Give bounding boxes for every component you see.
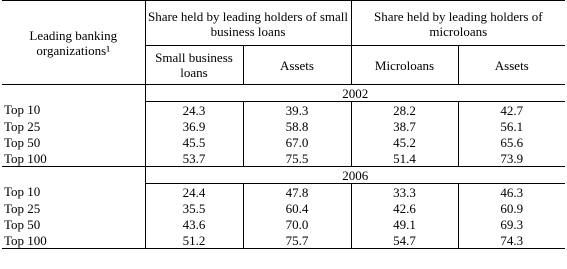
table-body — [2, 85, 565, 249]
share-table — [2, 0, 565, 249]
cell-microloans: 28.2 — [351, 102, 458, 119]
row-label: Top 25 — [2, 118, 145, 134]
cell-sbl-assets: 39.3 — [243, 102, 351, 119]
cell-sbl-assets: 47.8 — [243, 184, 351, 201]
small-business-loans-group-header: Share held by leading holders of small business loans — [145, 1, 351, 46]
table-row — [2, 134, 565, 150]
year-row-2006 — [2, 167, 565, 184]
cell-sbl-assets: 60.4 — [243, 200, 351, 216]
cell-sbl-assets: 75.5 — [243, 150, 351, 167]
year-row-2002 — [2, 85, 565, 102]
cell-micro-assets: 73.9 — [458, 150, 565, 167]
row-label: Top 10 — [2, 102, 145, 119]
cell-microloans: 33.3 — [351, 184, 458, 201]
microloans-group-header: Share held by leading holders of microloans — [351, 1, 565, 46]
cell-microloans: 49.1 — [351, 216, 458, 232]
row-label: Top 100 — [2, 232, 145, 249]
cell-sbl-assets: 58.8 — [243, 118, 351, 134]
table-header — [2, 1, 565, 85]
cell-small-business-loans: 24.3 — [182, 102, 206, 118]
cell-microloans: 54.7 — [351, 232, 458, 249]
row-label: Top 50 — [2, 134, 145, 150]
row-label: Top 100 — [2, 150, 145, 167]
table-row — [2, 102, 565, 119]
table-row — [2, 184, 565, 201]
table-row — [2, 200, 565, 216]
cell-small-business-loans: 45.5 — [182, 134, 206, 150]
year-label: 2002 — [145, 85, 565, 102]
cell-small-business-loans: 35.5 — [182, 200, 206, 216]
year-label: 2006 — [145, 167, 565, 184]
cell-micro-assets: 56.1 — [458, 118, 565, 134]
cell-small-business-loans: 53.7 — [182, 150, 206, 166]
cell-sbl-assets: 67.0 — [243, 134, 351, 150]
cell-micro-assets: 42.7 — [458, 102, 565, 119]
year-row-spacer — [2, 167, 145, 184]
cell-sbl-assets: 75.7 — [243, 232, 351, 249]
cell-small-business-loans: 36.9 — [182, 118, 206, 134]
sbl-assets-subheader: Assets — [243, 46, 351, 85]
cell-micro-assets: 46.3 — [458, 184, 565, 201]
cell-microloans: 51.4 — [351, 150, 458, 167]
cell-small-business-loans: 43.6 — [182, 216, 206, 232]
table-row — [2, 150, 565, 167]
row-label: Top 10 — [2, 184, 145, 201]
cell-microloans: 38.7 — [351, 118, 458, 134]
cell-microloans: 45.2 — [351, 134, 458, 150]
leading-banking-organizations-header: Leading banking organizations¹ — [2, 1, 145, 85]
microloans-subheader: Microloans — [351, 46, 458, 85]
row-label: Top 25 — [2, 200, 145, 216]
cell-micro-assets: 60.9 — [458, 200, 565, 216]
row-label: Top 50 — [2, 216, 145, 232]
cell-micro-assets: 65.6 — [458, 134, 565, 150]
cell-microloans: 42.6 — [351, 200, 458, 216]
micro-assets-subheader: Assets — [458, 46, 565, 85]
cell-micro-assets: 69.3 — [458, 216, 565, 232]
year-row-spacer — [2, 85, 145, 102]
cell-micro-assets: 74.3 — [458, 232, 565, 249]
cell-small-business-loans: 24.4 — [182, 184, 206, 200]
table-row — [2, 118, 565, 134]
small-business-loans-subheader: Small business loans — [145, 46, 243, 85]
table-row — [2, 232, 565, 249]
cell-small-business-loans: 51.2 — [145, 232, 243, 249]
cell-sbl-assets: 70.0 — [243, 216, 351, 232]
table-row — [2, 216, 565, 232]
